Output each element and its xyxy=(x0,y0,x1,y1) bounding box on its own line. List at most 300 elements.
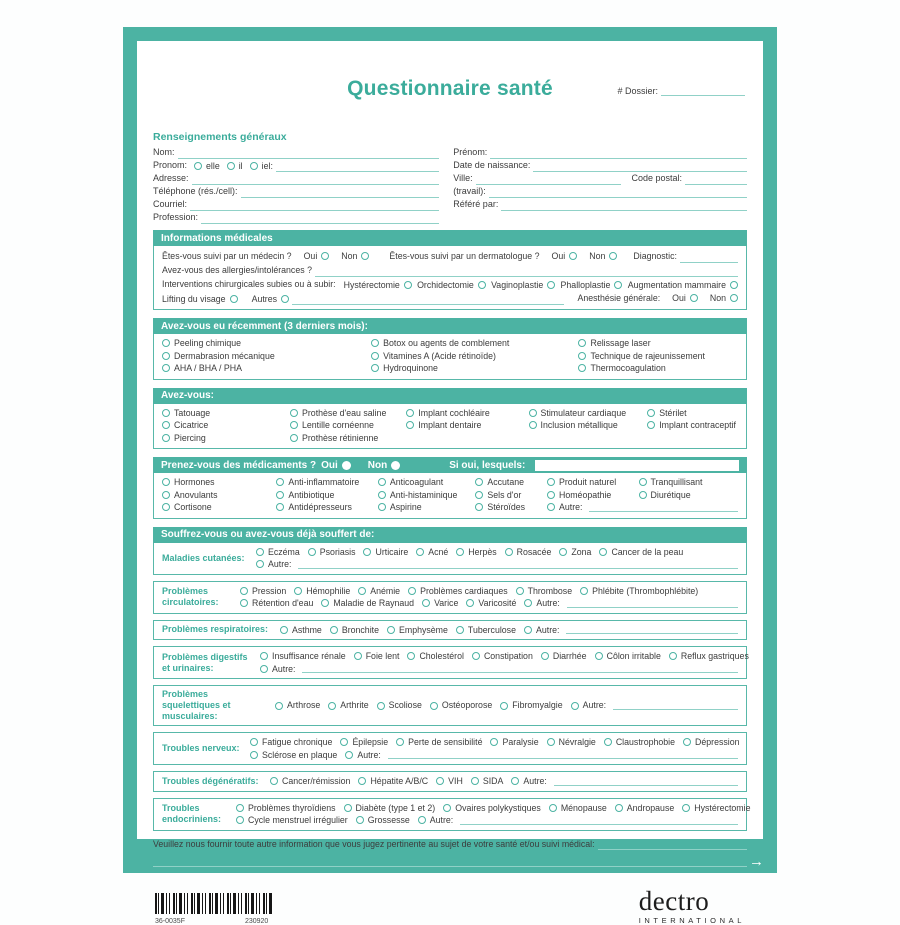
checkbox-option[interactable] xyxy=(240,597,313,610)
additional-info-line-2[interactable] xyxy=(153,850,747,867)
trouble-label: Troubles nerveux: xyxy=(162,743,240,753)
checkbox-option[interactable] xyxy=(490,736,538,749)
radio-circle-icon xyxy=(615,804,623,812)
checkbox-option[interactable] xyxy=(276,476,377,489)
trouble-label: Maladies cutanées: xyxy=(162,552,245,563)
option-label: Antibiotique xyxy=(288,489,335,500)
autre-input-line[interactable] xyxy=(613,701,738,710)
option-label: Phlébite (Thrombophlébite) xyxy=(592,585,699,596)
option-label: Pression xyxy=(252,585,287,596)
autre-input-line[interactable] xyxy=(554,777,738,786)
radio-circle-icon xyxy=(682,804,690,812)
checkbox-option[interactable] xyxy=(162,432,290,445)
checkbox-option[interactable] xyxy=(330,624,379,637)
checkbox-option[interactable] xyxy=(475,501,547,514)
option-label: Foie lent xyxy=(365,651,400,661)
autre-input-line[interactable] xyxy=(589,503,738,512)
checkbox-option[interactable] xyxy=(466,597,516,610)
checkbox-option[interactable] xyxy=(547,489,639,502)
option-label: Maladie de Raynaud xyxy=(333,598,415,608)
radio-circle-icon xyxy=(472,652,480,660)
option-label: Hystérectomie xyxy=(694,802,751,813)
non-label: Non xyxy=(589,251,606,261)
pronom-input-line[interactable] xyxy=(276,163,439,172)
checkbox-option[interactable] xyxy=(378,489,475,502)
radio-circle-icon xyxy=(280,626,288,634)
dossier-input-line[interactable] xyxy=(661,87,745,96)
radio-circle-icon xyxy=(162,352,170,360)
option-label: Arthrite xyxy=(340,700,369,711)
telephone-label: Téléphone (rés./cell): xyxy=(153,186,238,196)
option-label: Vitamines A (Acide rétinoïde) xyxy=(383,350,496,361)
courriel-input-line[interactable] xyxy=(190,202,439,211)
option-label: Anovulants xyxy=(174,489,218,500)
autre-option[interactable] xyxy=(547,501,738,514)
field-profession xyxy=(153,211,439,224)
option-label: Sels d'or xyxy=(487,489,522,500)
trouble-box-troubles-nerveux xyxy=(153,732,747,765)
checkbox-option[interactable] xyxy=(639,476,738,489)
option-label: Augmentation mammaire xyxy=(627,279,726,290)
note-input-line[interactable] xyxy=(598,841,747,850)
non-label: Non xyxy=(341,251,358,261)
checkbox-option[interactable] xyxy=(475,489,547,502)
pronoun-option-elle[interactable] xyxy=(194,160,220,173)
radio-circle-icon xyxy=(404,281,412,289)
adresse-input-line[interactable] xyxy=(192,176,440,185)
checkbox-option[interactable] xyxy=(162,419,290,432)
checkbox-option[interactable] xyxy=(344,802,436,815)
checkbox-option[interactable] xyxy=(358,775,428,788)
checkbox-option[interactable] xyxy=(599,546,683,559)
checkbox-option[interactable] xyxy=(162,476,276,489)
anesthesie-label: Anesthésie générale: xyxy=(577,293,661,303)
field-travail xyxy=(453,185,747,198)
recent-heading-bar xyxy=(153,318,747,334)
medicaments-non[interactable] xyxy=(368,460,400,471)
trouble-box-problemes-circulatoires xyxy=(153,581,747,614)
checkbox-option[interactable] xyxy=(387,624,448,637)
option-label: Hémophilie xyxy=(306,585,351,596)
checkbox-option[interactable] xyxy=(529,419,648,432)
allergies-input-line[interactable] xyxy=(315,268,738,277)
profession-input-line[interactable] xyxy=(201,215,439,224)
prenom-input-line[interactable] xyxy=(490,150,747,159)
option-label: Anémie xyxy=(370,585,401,596)
section-recent xyxy=(153,318,747,380)
radio-circle-icon xyxy=(443,804,451,812)
radio-circle-icon xyxy=(371,352,379,360)
diagnostic-input-line[interactable] xyxy=(680,254,738,263)
radio-circle-icon xyxy=(407,652,415,660)
checkbox-option[interactable] xyxy=(416,546,448,559)
empty-cell xyxy=(453,211,747,224)
option-label: Asthme xyxy=(292,624,322,635)
trouble-label: Troubles endocriniens: xyxy=(162,803,222,824)
radio-circle-icon xyxy=(194,162,202,170)
checkbox-option[interactable] xyxy=(408,585,508,598)
checkbox-option[interactable] xyxy=(396,736,482,749)
radio-circle-icon xyxy=(344,804,352,812)
radio-circle-icon xyxy=(162,478,170,486)
option-label: Herpès xyxy=(468,546,497,557)
checkbox-option[interactable] xyxy=(682,802,750,815)
checkbox-option[interactable] xyxy=(628,279,738,292)
autres-input-line[interactable] xyxy=(292,296,563,305)
form-header xyxy=(153,77,747,101)
radio-circle-icon xyxy=(669,652,677,660)
autre-option[interactable] xyxy=(418,814,738,827)
ville-input-line[interactable] xyxy=(476,176,622,185)
q-dermatologue-label: Êtes-vous suivi par un dermatologue ? xyxy=(389,251,540,261)
radio-circle-icon xyxy=(475,491,483,499)
checkbox-option[interactable] xyxy=(270,775,350,788)
radio-circle-icon xyxy=(416,548,424,556)
checkbox-option[interactable] xyxy=(290,432,406,445)
checkbox-option[interactable] xyxy=(529,407,648,420)
autre-input-line[interactable] xyxy=(460,816,738,825)
checkbox-option[interactable] xyxy=(294,585,350,598)
autre-option[interactable] xyxy=(524,624,738,637)
radio-circle-filled-icon xyxy=(391,461,400,470)
option-label: Tranquillisant xyxy=(650,477,703,487)
pronoun-option-il[interactable] xyxy=(227,160,243,173)
nom-input-line[interactable] xyxy=(178,150,440,159)
checkbox-option[interactable] xyxy=(290,419,406,432)
checkbox-option[interactable] xyxy=(236,802,336,815)
checkbox-option[interactable] xyxy=(456,546,496,559)
profession-label: Profession: xyxy=(153,212,199,222)
checkbox-option[interactable] xyxy=(162,350,371,363)
option-label: Fibromyalgie xyxy=(512,700,563,711)
checkbox-option[interactable] xyxy=(354,650,400,663)
checkbox-option[interactable] xyxy=(250,749,337,762)
checkbox-option[interactable] xyxy=(639,489,738,502)
autre-input-line[interactable] xyxy=(298,560,738,569)
checkbox-option[interactable] xyxy=(669,650,749,663)
checkbox-option[interactable] xyxy=(549,802,607,815)
radio-circle-icon xyxy=(276,478,284,486)
checkbox-option[interactable] xyxy=(578,350,738,363)
option-label: Piercing xyxy=(174,432,206,443)
checkbox-option[interactable] xyxy=(407,650,464,663)
checkbox-option[interactable] xyxy=(578,337,738,350)
autres-option[interactable] xyxy=(252,293,289,306)
naissance-input-line[interactable] xyxy=(533,163,747,172)
interventions-options xyxy=(344,279,738,292)
medecin-oui[interactable] xyxy=(304,249,330,263)
radio-circle-icon xyxy=(358,587,366,595)
checkbox-option[interactable] xyxy=(162,501,276,514)
option-label: Relissage laser xyxy=(590,338,651,348)
radio-circle-icon xyxy=(559,548,567,556)
radio-circle-icon xyxy=(475,478,483,486)
checkbox-option[interactable] xyxy=(290,407,406,420)
autre-option[interactable] xyxy=(256,558,738,571)
radio-circle-icon xyxy=(162,409,170,417)
checkbox-option[interactable] xyxy=(321,597,414,610)
checkbox-option[interactable] xyxy=(472,650,533,663)
checkbox-option[interactable] xyxy=(683,736,740,749)
checkbox-option[interactable] xyxy=(162,362,371,375)
avez-vous-heading: Avez-vous: xyxy=(161,390,214,401)
medecin-non[interactable] xyxy=(341,249,369,263)
oui-label: Oui xyxy=(303,251,318,261)
checkbox-option[interactable] xyxy=(561,279,623,292)
avez-vous-options xyxy=(153,404,747,450)
checkbox-option[interactable] xyxy=(371,362,578,375)
checkbox-option[interactable] xyxy=(276,489,377,502)
radio-circle-icon xyxy=(321,599,329,607)
checkbox-option[interactable] xyxy=(430,699,492,712)
checkbox-option[interactable] xyxy=(256,546,300,559)
checkbox-option[interactable] xyxy=(475,476,547,489)
option-label: Dépression xyxy=(695,737,740,747)
option-label: Andropause xyxy=(626,802,675,813)
refere-label: Référé par: xyxy=(453,199,499,209)
checkbox-option[interactable] xyxy=(615,802,674,815)
autre-label: Autre: xyxy=(429,815,454,825)
dermatologue-non[interactable] xyxy=(589,249,617,263)
checkbox-option[interactable] xyxy=(378,476,475,489)
autre-input-line[interactable] xyxy=(302,664,738,673)
medicaments-options xyxy=(153,473,747,519)
checkbox-option[interactable] xyxy=(240,585,286,598)
checkbox-option[interactable] xyxy=(377,699,422,712)
option-label: iel: xyxy=(261,160,273,171)
radio-circle-icon xyxy=(547,503,555,511)
autre-input-line[interactable] xyxy=(567,599,738,608)
option-label: Psoriasis xyxy=(319,546,356,557)
interventions-label: Interventions chirurgicales subies ou à subir: xyxy=(162,279,336,289)
option-label: VIH xyxy=(448,776,463,786)
general-grid xyxy=(153,146,747,224)
option-label: Thrombose xyxy=(527,585,573,596)
checkbox-option[interactable] xyxy=(500,699,562,712)
checkbox-option[interactable] xyxy=(595,650,661,663)
checkbox-option[interactable] xyxy=(162,407,290,420)
autre-label: Autre: xyxy=(536,598,560,608)
medicaments-oui[interactable] xyxy=(321,460,351,471)
checkbox-option[interactable] xyxy=(559,546,591,559)
checkbox-option[interactable] xyxy=(580,585,698,598)
trouble-box-troubles-endocriniens xyxy=(153,798,751,831)
radio-circle-icon xyxy=(580,587,588,595)
radio-circle-icon xyxy=(250,738,258,746)
si-oui-input-box[interactable] xyxy=(535,460,739,471)
radio-circle-icon xyxy=(430,702,438,710)
section-general xyxy=(153,131,747,224)
checkbox-option[interactable] xyxy=(422,597,458,610)
checkbox-option[interactable] xyxy=(547,476,639,489)
checkbox-option[interactable] xyxy=(371,337,578,350)
option-label: Claustrophobie xyxy=(615,737,676,747)
autre-option[interactable] xyxy=(571,699,738,712)
checkbox-option[interactable] xyxy=(516,585,573,598)
radio-circle-icon xyxy=(260,665,268,673)
autre-option[interactable] xyxy=(345,749,738,762)
diagnostic-label: Diagnostic: xyxy=(633,251,677,261)
option-label: Prothèse rétinienne xyxy=(302,432,379,443)
option-label: Cicatrice xyxy=(174,420,209,430)
option-label: Sclérose en plaque xyxy=(262,749,338,760)
oui-label: Oui xyxy=(672,293,686,303)
checkbox-option[interactable] xyxy=(471,775,504,788)
checkbox-option[interactable] xyxy=(260,650,346,663)
revision-code: 230920 xyxy=(244,917,269,925)
autre-label: Autre: xyxy=(357,749,381,760)
anesthesie-oui[interactable] xyxy=(672,291,698,305)
field-pronom xyxy=(153,159,439,172)
checkbox-option[interactable] xyxy=(356,814,410,827)
radio-circle-icon xyxy=(422,599,430,607)
medicaments-heading-bar xyxy=(153,457,747,473)
checkbox-option[interactable] xyxy=(604,736,675,749)
medical-line-lifting xyxy=(162,291,738,305)
checkbox-option[interactable] xyxy=(647,407,738,420)
adresse-label: Adresse: xyxy=(153,173,189,183)
radio-circle-icon xyxy=(599,548,607,556)
checkbox-option[interactable] xyxy=(363,546,408,559)
option-label: Grossesse xyxy=(367,815,410,825)
option-label: Technique de rajeunissement xyxy=(590,350,705,361)
checkbox-option[interactable] xyxy=(344,279,412,292)
checkbox-option[interactable] xyxy=(456,624,516,637)
autre-input-line[interactable] xyxy=(566,625,738,634)
autre-option[interactable] xyxy=(511,775,738,788)
checkbox-option[interactable] xyxy=(162,489,276,502)
radio-circle-icon xyxy=(276,503,284,511)
radio-circle-icon xyxy=(456,626,464,634)
radio-circle-icon xyxy=(270,777,278,785)
checkbox-option[interactable] xyxy=(276,501,377,514)
radio-circle-icon xyxy=(418,816,426,824)
radio-circle-icon xyxy=(511,777,519,785)
radio-circle-icon xyxy=(371,339,379,347)
option-label: Implant cochléaire xyxy=(418,407,490,418)
option-label: Acné xyxy=(428,546,449,557)
checkbox-option[interactable] xyxy=(280,624,322,637)
brand-subtitle: INTERNATIONAL xyxy=(638,915,745,925)
option-label: Cancer/rémission xyxy=(282,776,351,786)
field-courriel xyxy=(153,198,439,211)
page-title: Questionnaire santé xyxy=(347,77,553,100)
pronoun-option-iel[interactable] xyxy=(250,160,273,173)
anesthesie-non[interactable] xyxy=(710,291,738,305)
oui-label: Oui xyxy=(551,251,566,261)
courriel-label: Courriel: xyxy=(153,199,188,209)
checkbox-option[interactable] xyxy=(308,546,356,559)
checkbox-option[interactable] xyxy=(328,699,368,712)
option-label: Perte de sensibilité xyxy=(408,737,483,747)
radio-circle-icon xyxy=(162,503,170,511)
telephone-input-line[interactable] xyxy=(241,189,440,198)
radio-circle-icon xyxy=(647,421,655,429)
option-label: Ostéoporose xyxy=(441,700,493,711)
checkbox-option[interactable] xyxy=(371,350,578,363)
option-label: Ovaires polykystiques xyxy=(455,802,541,813)
checkbox-option[interactable] xyxy=(250,736,332,749)
medical-box xyxy=(153,246,747,310)
radio-circle-icon xyxy=(162,339,170,347)
autre-option[interactable] xyxy=(260,663,738,676)
option-label: il xyxy=(238,160,243,171)
checkbox-option[interactable] xyxy=(505,546,552,559)
radio-circle-icon xyxy=(609,252,617,260)
recent-heading: Avez-vous eu récemment (3 derniers mois): xyxy=(161,320,368,332)
radio-circle-icon xyxy=(236,816,244,824)
option-label: Orchidectomie xyxy=(417,279,474,290)
checkbox-option[interactable] xyxy=(406,407,528,420)
radio-circle-icon xyxy=(290,421,298,429)
option-label: Urticaire xyxy=(375,546,409,557)
option-label: Constipation xyxy=(483,651,533,661)
code-postal-input-line[interactable] xyxy=(685,176,747,185)
option-label: Homéopathie xyxy=(558,489,612,500)
checkbox-option[interactable] xyxy=(541,650,587,663)
radio-circle-icon xyxy=(340,738,348,746)
checkbox-option[interactable] xyxy=(547,736,596,749)
trouble-box-troubles-degeneratifs xyxy=(153,771,747,792)
option-label: Paralysie xyxy=(502,737,539,747)
option-label: Problèmes thyroïdiens xyxy=(248,802,336,813)
checkbox-option[interactable] xyxy=(406,419,528,432)
checkbox-option[interactable] xyxy=(358,585,400,598)
medical-line-doctor xyxy=(162,249,738,263)
checkbox-option[interactable] xyxy=(436,775,463,788)
option-label: Diarrhée xyxy=(552,651,587,661)
radio-circle-icon xyxy=(162,491,170,499)
refere-input-line[interactable] xyxy=(501,202,747,211)
radio-circle-icon xyxy=(236,804,244,812)
radio-circle-icon xyxy=(250,162,258,170)
checkbox-option[interactable] xyxy=(162,337,371,350)
radio-circle-icon xyxy=(547,738,555,746)
option-label: Fatigue chronique xyxy=(262,737,333,747)
option-label: Anti-inflammatoire xyxy=(288,477,360,487)
checkbox-option[interactable] xyxy=(647,419,738,432)
radio-circle-icon xyxy=(363,548,371,556)
radio-circle-icon xyxy=(478,281,486,289)
barcode xyxy=(155,893,273,914)
autre-input-line[interactable] xyxy=(388,750,738,759)
dermatologue-oui[interactable] xyxy=(552,249,578,263)
radio-circle-icon xyxy=(604,738,612,746)
trouble-label: Problèmes circulatoires: xyxy=(162,586,219,607)
checkbox-option[interactable] xyxy=(275,699,320,712)
option-label: Lentille cornéenne xyxy=(302,420,374,430)
checkbox-option[interactable] xyxy=(578,362,738,375)
checkbox-option[interactable] xyxy=(236,814,348,827)
trouble-label: Problèmes squelettiques et musculaires: xyxy=(162,689,231,721)
option-label: Stéroïdes xyxy=(487,502,526,512)
lifting-option[interactable] xyxy=(162,293,238,306)
checkbox-option[interactable] xyxy=(417,279,486,292)
checkbox-option[interactable] xyxy=(491,279,555,292)
checkbox-option[interactable] xyxy=(340,736,388,749)
option-label: Phalloplastie xyxy=(560,279,611,290)
option-label: Zona xyxy=(571,546,592,557)
checkbox-option[interactable] xyxy=(443,802,541,815)
travail-input-line[interactable] xyxy=(489,189,747,198)
radio-circle-icon xyxy=(456,548,464,556)
checkbox-option[interactable] xyxy=(378,501,475,514)
medical-line-interventions xyxy=(162,277,738,291)
radio-circle-icon xyxy=(547,478,555,486)
radio-circle-icon xyxy=(505,548,513,556)
radio-circle-icon xyxy=(529,421,537,429)
autre-option[interactable] xyxy=(524,597,738,610)
